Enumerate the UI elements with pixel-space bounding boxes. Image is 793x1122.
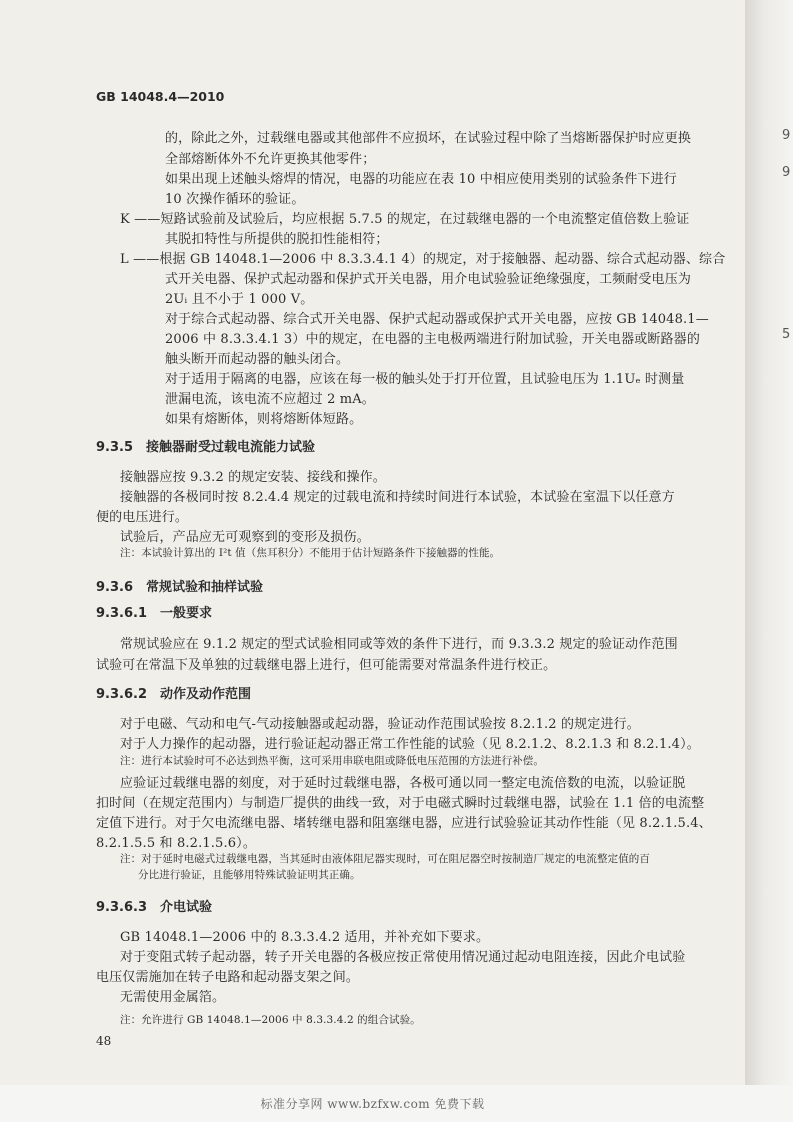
- note-line: 注：对于延时电磁式过载继电器，当其延时由液体阻尼器实现时，可在阻尼器空时按制造厂规定的电流整定值的百: [120, 853, 650, 865]
- note-line: 注：允许进行 GB 14048.1—2006 中 8.3.3.4.2 的组合试验。: [120, 1014, 421, 1026]
- body-line: 如果有熔断体，则将熔断体短路。: [165, 412, 363, 427]
- body-line: 应验证过载继电器的刻度，对于延时过载继电器，各极可通以同一整定电流倍数的电流，以验证脱: [120, 776, 686, 791]
- edge-mark: 9: [782, 165, 791, 180]
- body-line: 式开关电器、保护式起动器和保护式开关电器，用介电试验验证绝缘强度，工频耐受电压为: [165, 272, 692, 287]
- body-line: 其脱扣特性与所提供的脱扣性能相符；: [165, 232, 389, 247]
- body-line: 全部熔断体外不允许更换其他零件；: [165, 152, 376, 167]
- body-line: GB 14048.1—2006 中的 8.3.3.4.2 适用，并补充如下要求。: [120, 930, 490, 945]
- standard-header: GB 14048.4—2010: [96, 89, 225, 104]
- body-line: L ——根据 GB 14048.1—2006 中 8.3.3.4.1 4）的规定，对于接触器、起动器、综合式起动器、综合: [120, 252, 726, 267]
- body-line: 试验可在常温下及单独的过载继电器上进行，但可能需要对常温条件进行校正。: [96, 658, 557, 673]
- page-number: 48: [96, 1034, 112, 1048]
- section-heading: 9.3.6.3 介电试验: [96, 900, 212, 915]
- body-line: 试验后，产品应无可观察到的变形及损伤。: [120, 530, 370, 545]
- body-line: 10 次操作循环的验证。: [165, 192, 305, 207]
- body-line: 接触器应按 9.3.2 的规定安装、接线和操作。: [120, 470, 386, 485]
- edge-mark: 5: [782, 327, 791, 342]
- body-line: 便的电压进行。: [96, 510, 189, 525]
- watermark-footer: 标准分享网 www.bzfxw.com 免费下载: [260, 1097, 485, 1111]
- section-heading: 9.3.6.1 一般要求: [96, 606, 212, 621]
- section-heading: 9.3.6 常规试验和抽样试验: [96, 580, 264, 595]
- body-line: 无需使用金属箔。: [120, 990, 226, 1005]
- body-line: 电压仅需施加在转子电路和起动器支架之间。: [96, 970, 360, 985]
- body-line: 扣时间（在规定范围内）与制造厂提供的曲线一致，对于电磁式瞬时过载继电器，试验在 1.1 倍的电流整: [96, 796, 705, 811]
- section-heading: 9.3.5 接触器耐受过载电流能力试验: [96, 440, 316, 455]
- section-heading: 9.3.6.2 动作及动作范围: [96, 687, 251, 702]
- body-line: 接触器的各极同时按 8.2.4.4 规定的过载电流和持续时间进行本试验，本试验在室温下以任意方: [120, 490, 675, 505]
- note-line: 分比进行验证，且能够用特殊试验证明其正确。: [138, 869, 361, 881]
- body-line: 8.2.1.5.5 和 8.2.1.5.6）。: [96, 836, 256, 851]
- body-line: 对于变阻式转子起动器，转子开关电器的各极应按正常使用情况通过起动电阻连接，因此介电试验: [120, 950, 686, 965]
- body-line: 定值下进行。对于欠电流继电器、堵转继电器和阻塞继电器，应进行试验验证其动作性能（见 8.2.1.5.4、: [96, 816, 712, 831]
- body-line: K ——短路试验前及试验后，均应根据 5.7.5 的规定，在过载继电器的一个电流整定值倍数上验证: [120, 212, 690, 227]
- body-line: 如果出现上述触头熔焊的情况，电器的功能应在表 10 中相应使用类别的试验条件下进行: [165, 172, 677, 187]
- body-line: 对于人力操作的起动器，进行验证起动器正常工作性能的试验（见 8.2.1.2、8.2.1.3 和 8.2.1.4）。: [120, 737, 700, 752]
- body-line: 触头断开而起动器的触头闭合。: [165, 352, 350, 367]
- body-line: 对于综合式起动器、综合式开关电器、保护式起动器或保护式开关电器，应按 GB 14048.1—: [165, 312, 709, 327]
- body-line: 2006 中 8.3.3.4.1 3）中的规定，在电器的主电极两端进行附加试验，开关电器或断路器的: [165, 332, 700, 347]
- body-line: 对于适用于隔离的电器，应该在每一极的触头处于打开位置，且试验电压为 1.1Uₑ 时测量: [165, 372, 685, 387]
- body-line: 的，除此之外，过载继电器或其他部件不应损坏，在试验过程中除了当熔断器保护时应更换: [165, 131, 692, 146]
- body-line: 2Uᵢ 且不小于 1 000 V。: [165, 292, 314, 307]
- note-line: 注：本试验计算出的 I²t 值（焦耳积分）不能用于估计短路条件下接触器的性能。: [120, 547, 501, 559]
- edge-mark: 9: [782, 128, 791, 143]
- body-line: 常规试验应在 9.1.2 规定的型式试验相同或等效的条件下进行，而 9.3.3.2 规定的验证动作范围: [120, 637, 678, 652]
- body-line: 泄漏电流，该电流不应超过 2 mA。: [165, 392, 375, 407]
- body-line: 对于电磁、气动和电气-气动接触器或起动器，验证动作范围试验按 8.2.1.2 的规定进行。: [120, 717, 640, 732]
- note-line: 注：进行本试验时可不必达到热平衡，这可采用串联电阻或降低电压范围的方法进行补偿。: [120, 755, 544, 767]
